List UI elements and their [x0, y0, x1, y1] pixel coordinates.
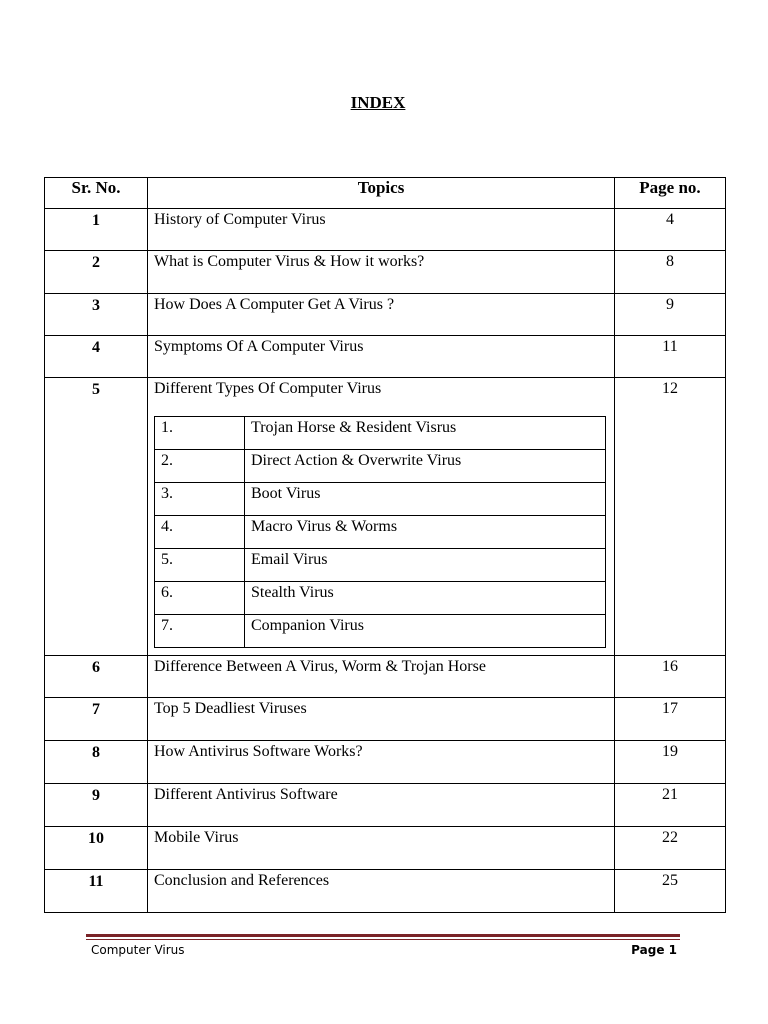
row-topic: Mobile Virus — [148, 827, 615, 870]
subtype-row — [155, 549, 606, 582]
row-page-no: 22 — [615, 827, 726, 870]
table-row — [45, 870, 726, 913]
row-page-no: 8 — [615, 251, 726, 294]
row-sr-no: 10 — [45, 827, 148, 870]
footer-document-title: Computer Virus — [91, 943, 185, 957]
footer-rule — [86, 934, 680, 937]
subtype-row — [155, 615, 606, 648]
row-page-no: 12 — [615, 378, 726, 656]
subtype-name: Direct Action & Overwrite Virus — [245, 450, 606, 483]
subtype-name: Stealth Virus — [245, 582, 606, 615]
subtype-number: 5. — [155, 549, 245, 582]
subtype-name: Companion Virus — [245, 615, 606, 648]
row-page-no: 9 — [615, 294, 726, 336]
subtype-number: 2. — [155, 450, 245, 483]
row-page-no: 21 — [615, 784, 726, 827]
header-row — [45, 178, 726, 209]
subtype-name: Trojan Horse & Resident Visrus — [245, 417, 606, 450]
row-sr-no: 8 — [45, 741, 148, 784]
row-sr-no: 4 — [45, 336, 148, 378]
row-topic-with-subtypes — [148, 378, 615, 656]
subtype-row — [155, 516, 606, 549]
subtype-row — [155, 417, 606, 450]
row-page-no: 11 — [615, 336, 726, 378]
subtype-row — [155, 483, 606, 516]
row-topic: Different Types Of Computer Virus — [154, 380, 382, 397]
subtype-name: Email Virus — [245, 549, 606, 582]
subtype-name: Boot Virus — [245, 483, 606, 516]
table-row — [45, 209, 726, 251]
header-sr-no: Sr. No. — [45, 178, 148, 209]
row-page-no: 16 — [615, 656, 726, 698]
row-sr-no: 2 — [45, 251, 148, 294]
row-sr-no: 11 — [45, 870, 148, 913]
row-topic: Different Antivirus Software — [148, 784, 615, 827]
index-table — [44, 177, 726, 913]
row-sr-no: 9 — [45, 784, 148, 827]
subtype-number: 1. — [155, 417, 245, 450]
row-page-no: 25 — [615, 870, 726, 913]
row-page-no: 4 — [615, 209, 726, 251]
row-sr-no: 3 — [45, 294, 148, 336]
subtype-row — [155, 450, 606, 483]
table-row — [45, 336, 726, 378]
page-title: INDEX — [350, 93, 406, 112]
row-topic: Symptoms Of A Computer Virus — [148, 336, 615, 378]
virus-types-table — [154, 416, 606, 648]
row-sr-no: 6 — [45, 656, 148, 698]
row-topic: Conclusion and References — [148, 870, 615, 913]
row-topic: Top 5 Deadliest Viruses — [148, 698, 615, 741]
table-row — [45, 827, 726, 870]
row-page-no: 19 — [615, 741, 726, 784]
header-topics: Topics — [148, 178, 615, 209]
row-page-no: 17 — [615, 698, 726, 741]
table-row — [45, 784, 726, 827]
footer-rule-thin — [86, 939, 680, 940]
row-sr-no: 1 — [45, 209, 148, 251]
row-topic: History of Computer Virus — [148, 209, 615, 251]
row-topic: Difference Between A Virus, Worm & Trojan Horse — [148, 656, 615, 698]
subtype-number: 3. — [155, 483, 245, 516]
footer-page-number: Page 1 — [631, 943, 677, 957]
subtype-number: 7. — [155, 615, 245, 648]
row-sr-no: 5 — [45, 378, 148, 656]
subtype-row — [155, 582, 606, 615]
subtype-number: 4. — [155, 516, 245, 549]
subtype-name: Macro Virus & Worms — [245, 516, 606, 549]
table-row — [45, 698, 726, 741]
header-page-no: Page no. — [615, 178, 726, 209]
subtype-number: 6. — [155, 582, 245, 615]
row-sr-no: 7 — [45, 698, 148, 741]
row-topic: How Does A Computer Get A Virus ? — [148, 294, 615, 336]
table-row — [45, 656, 726, 698]
table-row — [45, 251, 726, 294]
table-row — [45, 294, 726, 336]
row-topic: How Antivirus Software Works? — [148, 741, 615, 784]
table-row — [45, 378, 726, 656]
table-row — [45, 741, 726, 784]
row-topic: What is Computer Virus & How it works? — [148, 251, 615, 294]
